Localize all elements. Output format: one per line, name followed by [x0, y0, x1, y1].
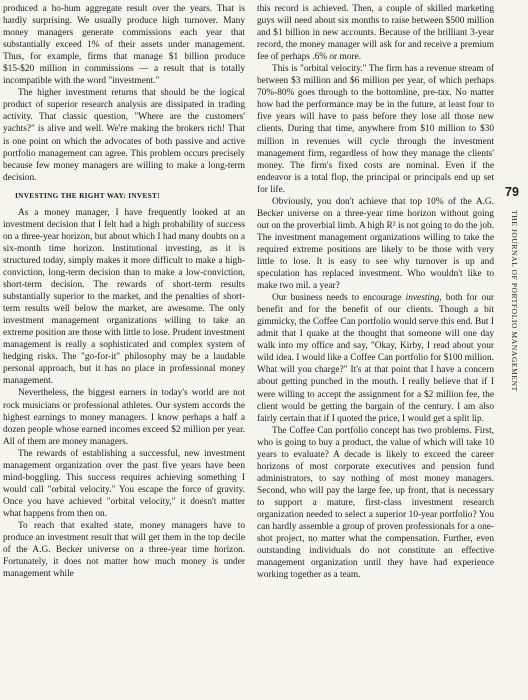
paragraph: To reach that exalted state, money managers have to produce an investment result that will get them in the top decile of the A.G. Becker universe on a three-year time horizon. Fortunately, it does not matter how much money is under management while — [3, 520, 245, 580]
paragraph: produced a ho-hum aggregate result over the years. That is hardly surprising. We usually produce high turnover. Many money managers generate commissions each year that substantially exceed 1% of their assets under management. Thus, for example, firms that manage $1 billion produce $15-$20 million in commissions — a result that is totally incompatible with the word "investment." — [3, 4, 245, 87]
paragraph: The higher investment returns that should be the logical product of superior research analysis are dissipated in trading activity. That classic question, "Where are the customers' yachts?" is alive and well. We're making the brokers rich! That is one point on which the advocates of both passive and active portfolio management can agree. This problem occurs precisely because few money managers are willing to make a long-term decision. — [3, 88, 245, 183]
paragraph: This is "orbital velocity." The firm has a revenue stream of between $3 million and $6 million per year, of which perhaps 70%-80% goes through to the bottomline, pre-tax. No matter how bad the performance may be in the future, at least four to five years will have to pass before they lose all those new clients. During that time, anywhere from $10 million to $30 million in revenues will cycle through the investment management firm, regardless of how they manage the clients' money. The firm's fixed costs are nominal. Even if the endeavor is a total flop, the principal or principals end up set for life. — [257, 64, 494, 195]
paragraph-text: both for our benefit and for the benefit of our clients. Though a bit gimmicky, the Coffee Can portfolio would serve this end. But I admit that I quake at the thought that someone will one day walk into my office and say, "Okay, Kirby, I read about your wild idea. I would like a Coffee Can portfolio for $100 million. What will you charge?" It's at that point that I have a concern about getting punched in the mouth. I really believe that if I were willing to accept the assignment for a $2 million fee, the client would be getting the bargain of the century. I am also fairly certain that if I quoted the price, I would get a split lip. — [257, 293, 494, 424]
paragraph: Nevertheless, the biggest earners in today's world are not rock musicians or professional athletes. Our system accords the highest earnings to money managers. I know perhaps a half a dozen people whose earned incomes exceed $2 million per year. All of them are money managers. — [3, 388, 245, 447]
paragraph: this record is achieved. Then, a couple of skilled marketing guys will need about six months to raise between $500 million and $1 billion in new accounts. Because of the brilliant 3-year record, the money manager will ask for and receive a premium fee of perhaps .6% or more. — [257, 4, 494, 63]
paragraph-text: Our business needs to encourage — [272, 293, 406, 304]
journal-title: THE JOURNAL OF PORTFOLIO MANAGEMENT — [510, 210, 519, 392]
right-column — [257, 3, 494, 581]
paragraph: Obviously, you don't achieve that top 10% of the A.G. Becker universe on a three-year time horizon without going out on the proverbial limb. A high R² is not going to do the job. The investment management organizations willing to take the required extreme positions are likely to be those with very little to lose. It is easy to see why turnover is up and speculation has replaced investment. Who wouldn't like to make two mil. a year? — [257, 196, 494, 292]
left-column — [3, 3, 245, 580]
section-heading: INVESTING THE RIGHT WAY: INVEST! — [15, 190, 160, 200]
page-number: 79 — [505, 185, 519, 199]
paragraph: The rewards of establishing a successful, new investment management organization over the past five years have been mind-boggling. This success requires achieving something I would call "orbital velocity." You escape the force of gravity. Once you have achieved "orbital velocity," it doesn't matter what happens from then on. — [3, 448, 245, 519]
emphasis-text: investing, — [405, 293, 442, 304]
paragraph: As a money manager, I have frequently looked at an investment decision that I felt had a high probability of success on a three-year horizon, but about which I had many doubts on a six-month time horizon. Institutional investing, as it is structured today, simply makes it more difficult to make a high-conviction, long-term decision than to make a low-conviction, short-term decision. The rewards of short-term results substantially superior to the market, and the penalties of short-term results well below the market, are awesome. The only investment management organizations willing to take an extreme position are those with little to lose. Prudent investment management is really a sophisticated and complex system of hedging risks. The "go-for-it" philosophy may be a laudable personal approach, but it has no place in professional money management. — [3, 207, 245, 387]
paragraph — [257, 292, 494, 425]
paragraph: The Coffee Can portfolio concept has two problems. First, who is going to buy a product, the value of which will take 10 years to evaluate? A decade is likely to exceed the career horizons of most corporate executives and pension fund administrators, to say nothing of most money managers. Second, who will pay the large fee, up front, that is necessary to support a mature, first-class investment research organization needed to select a superior 10-year portfolio? You can hardly assemble a group of proven professionals for a one-shot project, no matter what the compensation. Further, even outstanding individuals do not constitute an effective management organization until they have had experience working together as a team. — [257, 425, 494, 581]
